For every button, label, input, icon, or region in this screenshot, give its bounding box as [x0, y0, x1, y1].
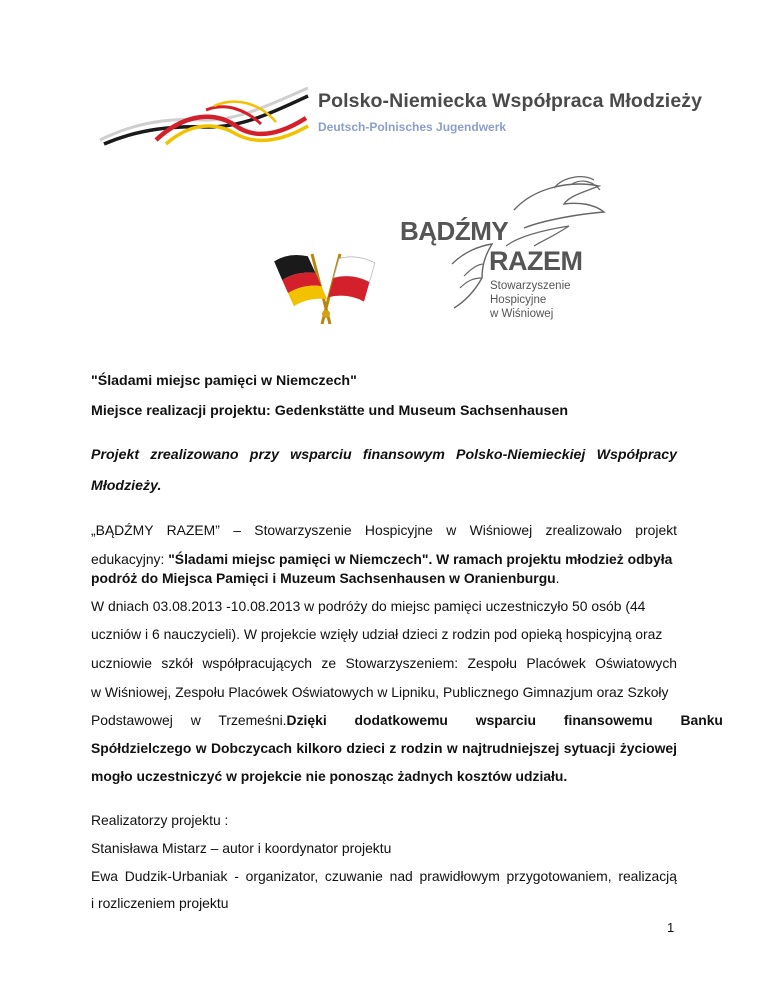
pnwm-subtitle: Deutsch-Polnisches Jugendwerk	[318, 120, 507, 134]
author-2-line-2: i rozliczeniem projektu	[91, 895, 229, 911]
association-line-1: Stowarzyszenie	[490, 280, 571, 292]
authors-heading: Realizatorzy projektu :	[91, 812, 229, 828]
para1-line-3: podróż do Miejsca Pamięci i Muzeum Sachsenhausen w Oranienburgu.	[91, 570, 560, 586]
pnwm-title: Polsko-Niemiecka Współpraca Młodzieży	[318, 90, 703, 112]
association-word-badzmy: BĄDŹMY	[400, 216, 509, 246]
funding-line-1: Projekt zrealizowano przy wsparciu finansowym Polsko-Niemieckiej Współpracy	[91, 447, 677, 463]
page-number: 1	[667, 920, 675, 935]
author-2-line-1: Ewa Dudzik-Urbaniak - organizator, czuwanie nad prawidłowym przygotowaniem, realizacją	[91, 868, 677, 884]
association-line-3: w Wiśniowej	[490, 308, 554, 320]
para1-line-2: edukacyjny: "Śladami miejsc pamięci w Niemczech". W ramach projektu młodzież odbyła	[91, 551, 673, 567]
association-line-2: Hospicyjne	[490, 294, 547, 306]
author-1: Stanisława Mistarz – autor i koordynator projektu	[91, 840, 392, 856]
project-title: "Śladami miejsc pamięci w Niemczech"	[91, 373, 357, 389]
pnwm-logo	[96, 82, 703, 152]
pnwm-swoosh-icon	[96, 82, 311, 152]
para2-line-4: w Wiśniowej, Zespołu Placówek Oświatowych w Lipniku, Publicznego Gimnazjum oraz Szkoły	[91, 684, 669, 700]
para2-line-6: Spółdzielczego w Dobczycach kilkoro dzieci z rodzin w najtrudniejszej sytuacji życiowej	[91, 740, 677, 756]
crossed-flags-icon	[272, 248, 380, 328]
para2-line-5: Podstawowej w Trzemeśni. Dzięki dodatkowemu wsparciu finansowemu Banku	[91, 712, 723, 728]
para2-line-1: W dniach 03.08.2013 -10.08.2013 w podróży do miejsc pamięci uczestniczyło 50 osób (44	[91, 598, 646, 614]
para2-line-2: uczniów i 6 nauczycieli). W projekcie wzięły udział dzieci z rodzin pod opieką hospicyjną oraz	[91, 626, 663, 642]
para1-line-1: „BĄDŹMY RAZEM” – Stowarzyszenie Hospicyjne w Wiśniowej zrealizowało projekt	[91, 522, 677, 538]
para2-line-3: uczniowie szkół współpracujących ze Stowarzyszeniem: Zespołu Placówek Oświatowych	[91, 655, 677, 671]
funding-line-2: Młodzieży.	[91, 478, 162, 494]
association-logo	[394, 168, 624, 323]
para2-line-7: mogło uczestniczyć w projekcie nie ponosząc żadnych kosztów udziału.	[91, 768, 568, 784]
association-word-razem: RAZEM	[489, 246, 583, 276]
project-location: Miejsce realizacji projektu: Gedenkstätte und Museum Sachsenhausen	[91, 403, 569, 419]
